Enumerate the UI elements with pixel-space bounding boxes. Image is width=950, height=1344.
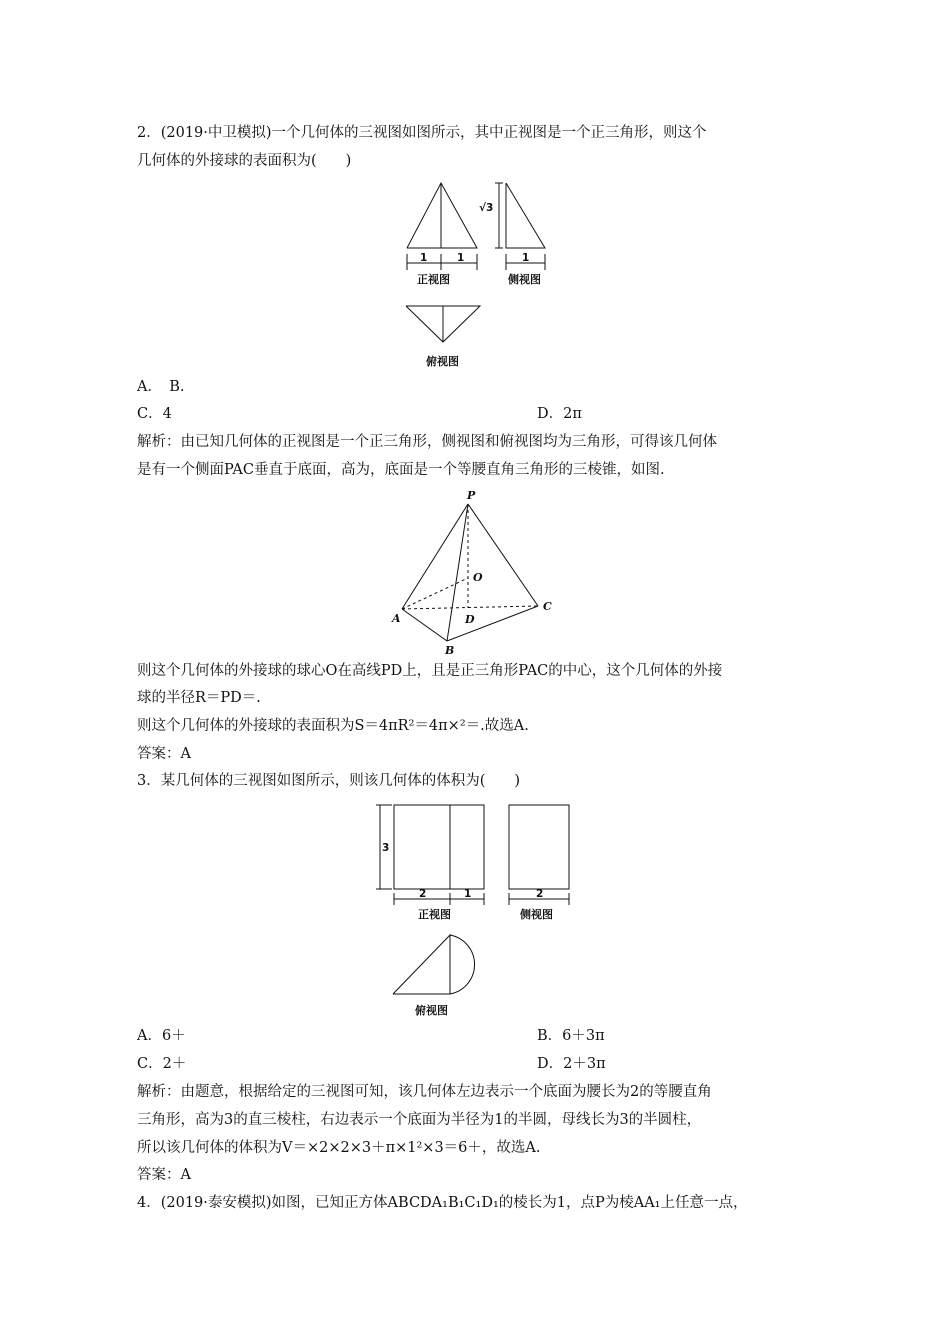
- q2-point-p: P: [467, 489, 476, 502]
- q2-stem-line2: 几何体的外接球的表面积为( ): [137, 153, 352, 169]
- q3-top-view-figure: [388, 930, 498, 1020]
- q3-solution-line1: 解析：由题意，根据给定的三视图可知，该几何体左边表示一个底面为腰长为2的等腰直角: [137, 1084, 712, 1100]
- q2-point-d: D: [465, 613, 475, 626]
- q2-solution-line1: 解析：由已知几何体的正视图是一个正三角形，侧视图和俯视图均为三角形，可得该几何体: [137, 434, 717, 450]
- q3-dim-side2: 2: [536, 888, 544, 900]
- q2-solution-line2: 是有一个侧面PAC垂直于底面，高为，底面是一个等腰直角三角形的三棱锥，如图.: [137, 462, 665, 478]
- q2-dim-1b: 1: [457, 252, 465, 264]
- q2-point-o: O: [473, 571, 483, 584]
- q3-option-a: A．6＋: [137, 1028, 186, 1044]
- q3-stem: 3．某几何体的三视图如图所示，则该几何体的体积为( ): [137, 773, 521, 789]
- q2-front-label: 正视图: [417, 273, 450, 286]
- q2-solution-line4: 球的半径R＝PD＝.: [137, 690, 261, 706]
- q2-side-view: [495, 183, 545, 270]
- q2-front-view: [407, 183, 477, 270]
- q2-point-a: A: [392, 612, 401, 625]
- q3-solution-line3: 所以该几何体的体积为V＝×2×2×3＋π×1²×3＝6＋，故选A.: [137, 1140, 541, 1156]
- q3-dim-2: 2: [419, 888, 427, 900]
- q2-dim-1a: 1: [420, 252, 428, 264]
- q3-side-label: 侧视图: [520, 908, 553, 921]
- q2-top-view-figure: [400, 298, 500, 370]
- q2-solution-line3: 则这个几何体的外接球的球心O在高线PD上，且是正三角形PAC的中心，这个几何体的外接: [137, 663, 723, 679]
- q4-stem: 4．(2019·泰安模拟)如图，已知正方体ABCDA₁B₁C₁D₁的棱长为1，点P为棱AA₁上任意一点，: [137, 1195, 748, 1211]
- q3-solution-line2: 三角形，高为3的直三棱柱，右边表示一个底面为半径为1的半圆，母线长为3的半圆柱，: [137, 1112, 702, 1128]
- q2-pyramid-hidden-edges: [402, 504, 538, 609]
- q2-stem-line1: 2．(2019·中卫模拟)一个几何体的三视图如图所示，其中正视图是一个正三角形，则这个: [137, 125, 707, 141]
- q2-option-d: D．2π: [537, 406, 582, 422]
- q2-side-label: 侧视图: [508, 273, 541, 286]
- q2-top-label: 俯视图: [426, 355, 459, 368]
- q2-answer: 答案：A: [137, 746, 191, 762]
- q3-answer: 答案：A: [137, 1167, 191, 1183]
- q3-option-d: D．2＋3π: [537, 1056, 606, 1072]
- q2-dim-sqrt3: √3: [479, 202, 494, 214]
- q2-solution-line5: 则这个几何体的外接球的表面积为S＝4πR²＝4π×²＝.故选A.: [137, 718, 529, 734]
- q3-front-label: 正视图: [418, 908, 451, 921]
- q2-dim-side: 1: [522, 252, 530, 264]
- q2-point-b: B: [445, 644, 455, 656]
- q2-top-view: [406, 306, 480, 342]
- q2-option-a-b: A． B.: [137, 379, 185, 395]
- q2-three-view-figure: [395, 175, 565, 290]
- q3-option-c: C．2＋: [137, 1056, 187, 1072]
- q3-dim-1: 1: [464, 888, 472, 900]
- q3-option-b: B．6＋3π: [537, 1028, 605, 1044]
- q3-dim-3: 3: [382, 842, 390, 854]
- q2-pyramid-figure: [390, 486, 565, 656]
- q3-top-label: 俯视图: [415, 1004, 448, 1017]
- q2-point-c: C: [543, 600, 552, 613]
- q2-option-c: C．4: [137, 406, 172, 422]
- q3-three-view-figure: [372, 797, 582, 927]
- q3-top-view: [393, 935, 475, 994]
